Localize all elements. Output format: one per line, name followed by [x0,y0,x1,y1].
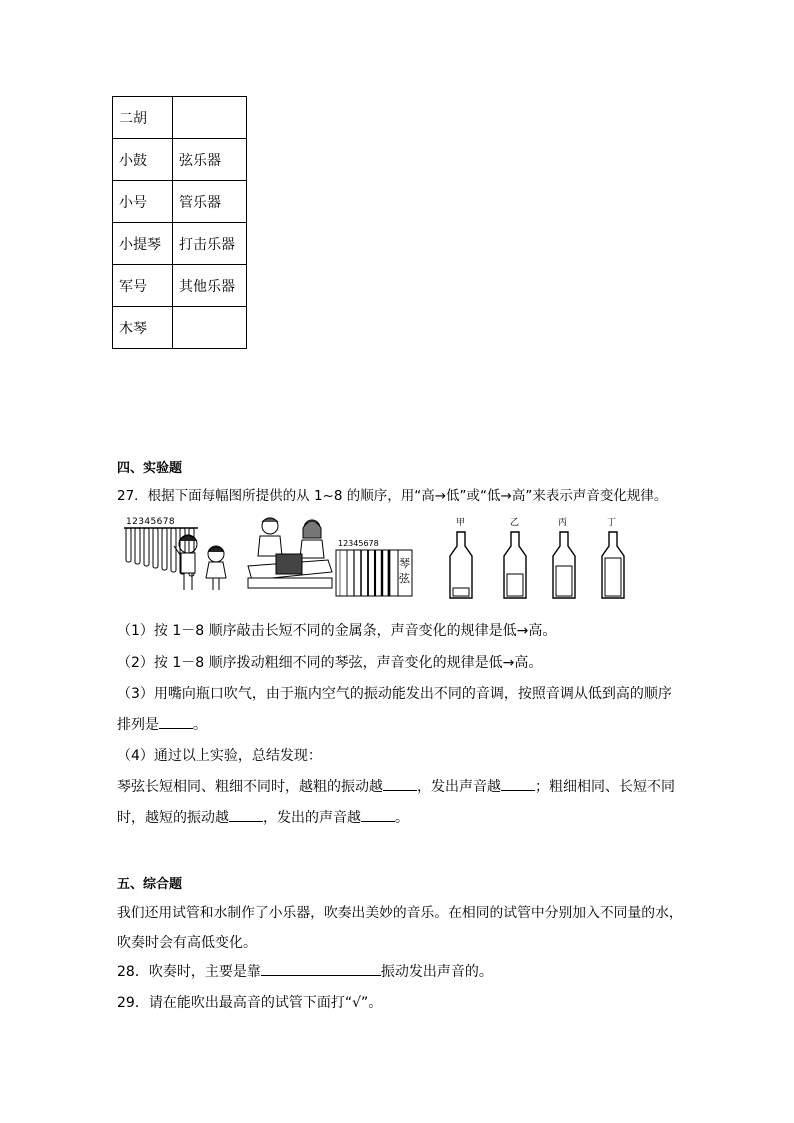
question-3-suffix: 。 [193,717,207,733]
section5-intro-line1: 我们还用试管和水制作了小乐器，吹奏出美妙的音乐。在相同的试管中分别加入不同量的水， [117,905,683,921]
question-3-line2 [117,714,207,734]
q4-text-d: 时，越短的振动越 [117,810,229,826]
table-cell: 打击乐器 [173,223,247,265]
question-4-line2 [117,807,409,827]
experiment-illustration [120,512,680,604]
table-cell: 小提琴 [113,223,173,265]
table-cell: 弦乐器 [173,139,247,181]
table-row [113,265,247,307]
table-cell [173,307,247,349]
q4-text-a: 琴弦长短相同、粗细不同时，越粗的振动越 [117,779,383,795]
table-cell [173,97,247,139]
q28-prefix: 28．吹奏时，主要是靠 [117,964,261,980]
bottle-label-jia: 甲 [456,518,466,528]
q4-text-e: ，发出的声音越 [263,810,361,826]
table-cell: 管乐器 [173,181,247,223]
q4-text-b: ，发出声音越 [417,779,501,795]
bottle-label-bing: 丙 [558,518,568,528]
answer-1: （1）按 1－8 顺序敲击长短不同的金属条，声音变化的规律是低→高。 [117,623,557,639]
bottle-label-ding: 丁 [607,518,617,528]
table-cell: 二胡 [113,97,173,139]
question-28 [117,961,493,981]
table-row [113,307,247,349]
section-heading-experiment: 四、实验题 [117,461,183,476]
question-29: 29．请在能吹出最高音的试管下面打“√”。 [117,995,383,1011]
section-heading-comprehensive: 五、综合题 [117,877,183,892]
answer-blank[interactable] [261,961,381,976]
table-row [113,97,247,139]
string-board-numbers: 12345678 [338,539,379,548]
xylophone-numbers: 12345678 [126,517,176,527]
answer-blank[interactable] [383,776,417,791]
question-4-line1 [117,776,675,796]
question-4-intro: （4）通过以上实验，总结发现： [117,748,322,764]
answer-2: （2）按 1－8 顺序拨动粗细不同的琴弦，声音变化的规律是低→高。 [117,655,543,671]
section5-intro-line2: 吹奏时会有高低变化。 [117,935,257,951]
table-row [113,139,247,181]
table-row [113,223,247,265]
table-row [113,181,247,223]
q4-text-f: 。 [395,810,409,826]
table-cell: 军号 [113,265,173,307]
answer-blank[interactable] [159,714,193,729]
qin-label: 琴 [399,557,410,570]
table-cell: 小号 [113,181,173,223]
answer-blank[interactable] [361,807,395,822]
answer-blank[interactable] [229,807,263,822]
table-cell: 木琴 [113,307,173,349]
experiment-figure [120,512,680,604]
table-cell: 小鼓 [113,139,173,181]
xian-label: 弦 [399,572,410,585]
instrument-table [112,96,247,349]
table-cell: 其他乐器 [173,265,247,307]
question-27: 27．根据下面每幅图所提供的从 1~8 的顺序，用“高→低”或“低→高”来表示声音变化规律。 [117,488,668,504]
question-3-prefix: 排列是 [117,717,159,733]
bottle-label-yi: 乙 [510,518,520,528]
q28-suffix: 振动发出声音的。 [380,964,493,980]
q4-text-c: ；粗细相同、长短不同 [535,779,675,795]
answer-blank[interactable] [501,776,535,791]
question-3-line1: （3）用嘴向瓶口吹气，由于瓶内空气的振动能发出不同的音调，按照音调从低到高的顺序 [117,686,672,702]
